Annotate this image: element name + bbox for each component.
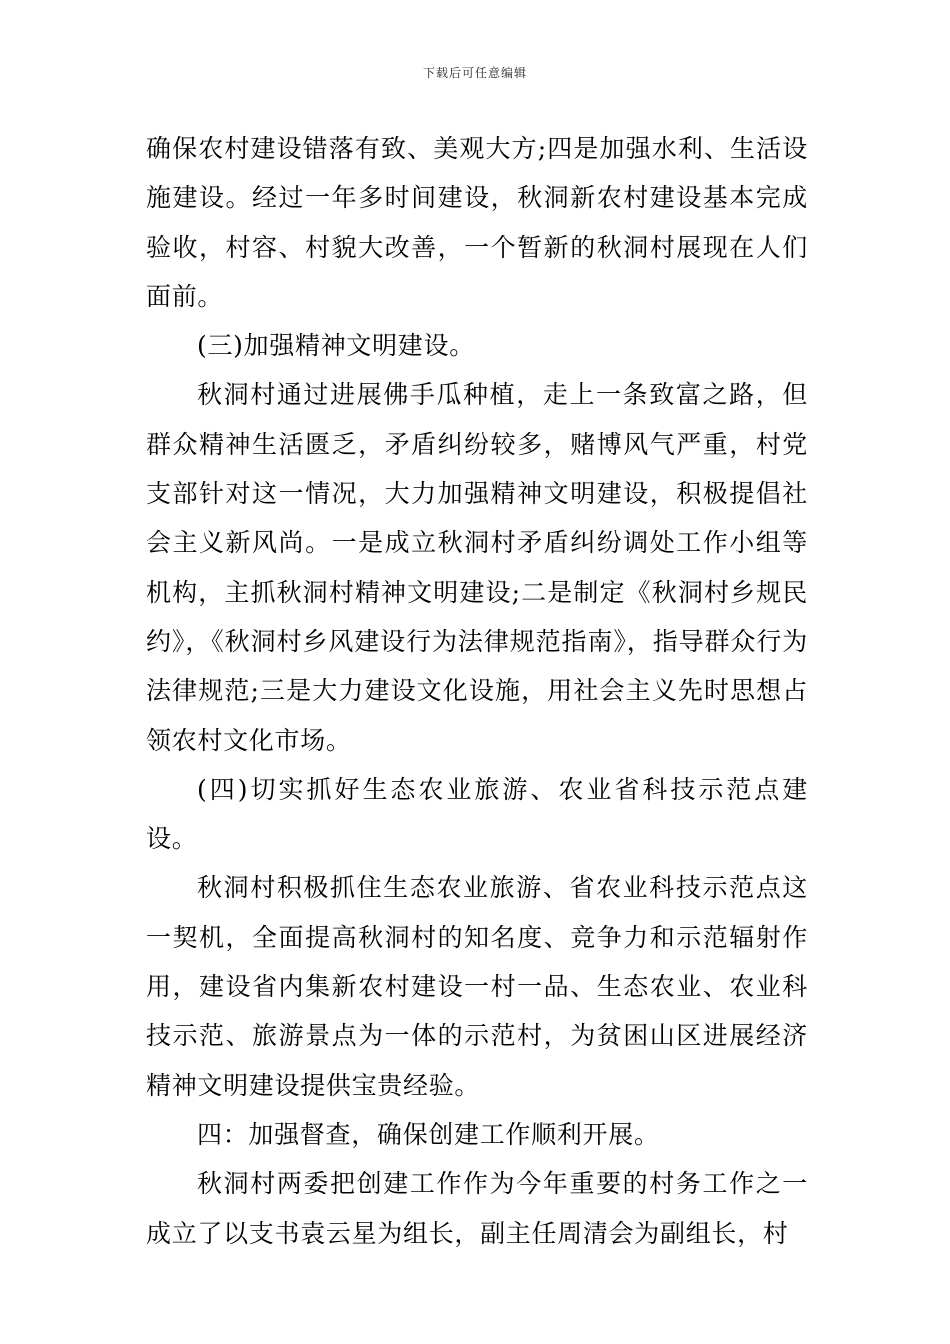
- section-heading-4: (四)切实抓好生态农业旅游、农业省科技示范点建设。: [146, 774, 808, 854]
- section-heading-supervision: 四：加强督查，确保创建工作顺利开展。: [197, 1119, 660, 1149]
- paragraph-spiritual-civilization: 秋洞村通过进展佛手瓜种植，走上一条致富之路，但群众精神生活匮乏，矛盾纠纷较多，赌博风气严重，村党支部针对这一情况，大力加强精神文明建设，积极提倡社会主义新风尚。一是成立秋洞村矛盾纠纷调处工作小组等机构，主抓秋洞村精神文明建设;二是制定《秋洞村乡规民约》，《秋洞村乡风建设行为法律规范指南》，指导群众行为法律规范;三是大力建设文化设施，用社会主义先时思想占领农村文化市场。: [146, 380, 808, 755]
- paragraph-village-committee: 秋洞村两委把创建工作作为今年重要的村务工作之一成立了以支书袁云星为组长，副主任周清会为副组长，村: [146, 1169, 808, 1248]
- page-header: 下载后可任意编辑: [422, 66, 527, 80]
- section-heading-3: (三)加强精神文明建设。: [197, 331, 475, 361]
- paragraph-eco-tourism: 秋洞村积极抓住生态农业旅游、省农业科技示范点这一契机，全面提高秋洞村的知名度、竞争力和示范辐射作用，建设省内集新农村建设一村一品、生态农业、农业科技示范、旅游景点为一体的示范村，为贫困山区进展经济精神文明建设提供宝贵经验。: [146, 873, 808, 1100]
- document-body: [146, 124, 808, 1258]
- paragraph-continuation: 确保农村建设错落有致、美观大方;四是加强水利、生活设施建设。经过一年多时间建设，秋洞新农村建设基本完成验收，村容、村貌大改善，一个暂新的秋洞村展现在人们面前。: [146, 134, 808, 311]
